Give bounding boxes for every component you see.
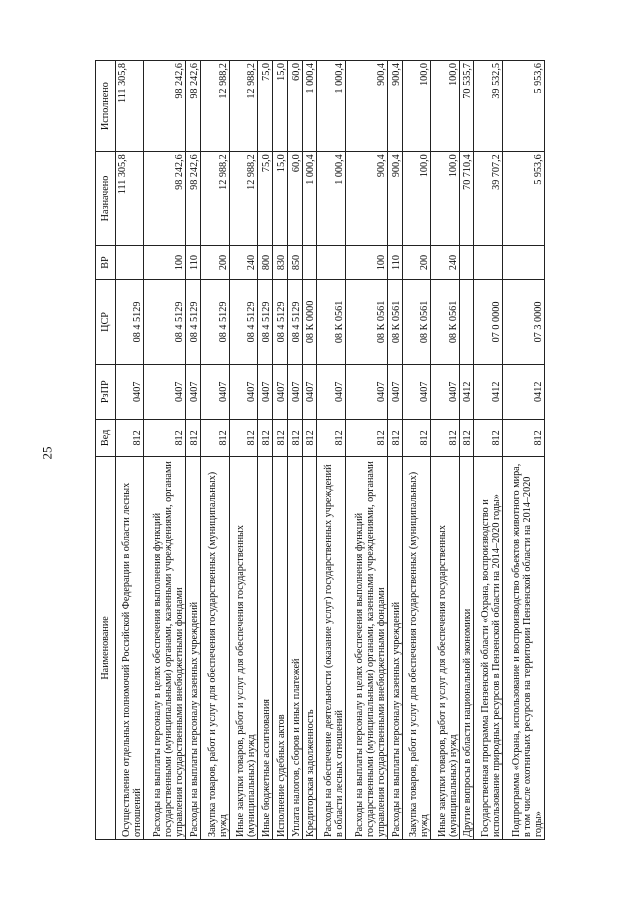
cell-name: Кредиторская задолженность [302, 456, 317, 839]
cell-name: Осуществление отдельных полномочий Российской Федерации в области лесных отношений [116, 456, 144, 839]
header-rzpr: РзПР [96, 364, 116, 419]
cell-vr: 850 [287, 245, 302, 280]
cell-ved: 812 [317, 419, 345, 456]
cell-executed: 900,4 [345, 61, 387, 152]
cell-ved: 812 [431, 419, 459, 456]
cell-planned: 111 305,8 [116, 152, 144, 245]
table-row [116, 61, 144, 840]
cell-executed: 100,0 [431, 61, 459, 152]
table-row [431, 61, 459, 840]
table-row [258, 61, 273, 840]
table-row [474, 61, 502, 840]
cell-ved: 812 [402, 419, 430, 456]
cell-rzpr: 0407 [317, 364, 345, 419]
cell-vr: 200 [402, 245, 430, 280]
cell-ved: 812 [201, 419, 229, 456]
cell-name: Исполнение судебных актов [272, 456, 287, 839]
cell-name: Подпрограмма «Охрана, использование и воспроизводство объектов животного мира, в том числе охотничьих ресурсов на территории Пензенской области на 2014–2020 годы» [502, 456, 544, 839]
cell-rzpr: 0407 [345, 364, 387, 419]
cell-executed: 1 000,4 [317, 61, 345, 152]
cell-ved: 812 [144, 419, 186, 456]
cell-vr [116, 245, 144, 280]
cell-vr: 240 [431, 245, 459, 280]
cell-vr: 100 [345, 245, 387, 280]
cell-vr [474, 245, 502, 280]
cell-planned: 70 710,4 [459, 152, 474, 245]
cell-name: Расходы на выплаты персоналу в целях обеспечения выполнения функций государственными (муниципальными) органами, казенными учреждениями, органами управления государственными внебюджетными фондами [144, 456, 186, 839]
cell-rzpr: 0407 [229, 364, 257, 419]
cell-executed: 39 532,5 [474, 61, 502, 152]
cell-executed: 111 305,8 [116, 61, 144, 152]
cell-vr: 100 [144, 245, 186, 280]
cell-vr [317, 245, 345, 280]
table-row [144, 61, 186, 840]
cell-planned: 5 953,6 [502, 152, 544, 245]
cell-csr: 08 К 0561 [431, 280, 459, 364]
cell-planned: 60,0 [287, 152, 302, 245]
cell-csr: 08 К 0000 [302, 280, 317, 364]
cell-csr: 08 К 0561 [387, 280, 402, 364]
cell-ved: 812 [502, 419, 544, 456]
cell-rzpr: 0412 [474, 364, 502, 419]
table-row [272, 61, 287, 840]
cell-executed: 900,4 [387, 61, 402, 152]
cell-executed: 15,0 [272, 61, 287, 152]
cell-rzpr: 0407 [116, 364, 144, 419]
cell-csr: 08 К 0561 [402, 280, 430, 364]
cell-planned: 12 988,2 [201, 152, 229, 245]
cell-executed: 70 535,7 [459, 61, 474, 152]
cell-vr [502, 245, 544, 280]
table-container [95, 60, 545, 840]
cell-csr: 08 К 0561 [317, 280, 345, 364]
cell-rzpr: 0407 [287, 364, 302, 419]
cell-executed: 5 953,6 [502, 61, 544, 152]
cell-csr: 08 4 5129 [229, 280, 257, 364]
cell-name: Расходы на выплаты персоналу казенных учреждений [186, 456, 201, 839]
cell-vr: 200 [201, 245, 229, 280]
cell-planned: 98 242,6 [186, 152, 201, 245]
table-row [387, 61, 402, 840]
table-row [402, 61, 430, 840]
cell-planned: 15,0 [272, 152, 287, 245]
cell-name: Другие вопросы в области национальной экономики [459, 456, 474, 839]
budget-table [95, 60, 545, 840]
cell-ved: 812 [474, 419, 502, 456]
cell-vr: 110 [186, 245, 201, 280]
cell-name: Расходы на обеспечение деятельности (оказание услуг) государственных учреждений в области лесных отношений [317, 456, 345, 839]
cell-rzpr: 0407 [272, 364, 287, 419]
cell-rzpr: 0407 [402, 364, 430, 419]
cell-executed: 100,0 [402, 61, 430, 152]
cell-planned: 12 988,2 [229, 152, 257, 245]
cell-csr: 07 3 0000 [502, 280, 544, 364]
cell-rzpr: 0407 [258, 364, 273, 419]
cell-vr [302, 245, 317, 280]
cell-planned: 1 000,4 [317, 152, 345, 245]
cell-ved: 812 [186, 419, 201, 456]
cell-planned: 98 242,6 [144, 152, 186, 245]
cell-executed: 12 988,2 [229, 61, 257, 152]
cell-ved: 812 [116, 419, 144, 456]
cell-rzpr: 0407 [144, 364, 186, 419]
cell-rzpr: 0407 [201, 364, 229, 419]
header-planned: Назначено [96, 152, 116, 245]
cell-ved: 812 [229, 419, 257, 456]
header-ved: Вед [96, 419, 116, 456]
table-row [201, 61, 229, 840]
cell-name: Иные бюджетные ассигнования [258, 456, 273, 839]
table-row [229, 61, 257, 840]
cell-csr: 08 4 5129 [258, 280, 273, 364]
cell-executed: 75,0 [258, 61, 273, 152]
cell-executed: 12 988,2 [201, 61, 229, 152]
cell-csr: 08 4 5129 [272, 280, 287, 364]
table-row [459, 61, 474, 840]
cell-vr: 240 [229, 245, 257, 280]
table-row [287, 61, 302, 840]
table-row [345, 61, 387, 840]
cell-rzpr: 0407 [387, 364, 402, 419]
table-row [186, 61, 201, 840]
cell-ved: 812 [272, 419, 287, 456]
cell-ved: 812 [287, 419, 302, 456]
cell-name: Иные закупки товаров, работ и услуг для обеспечения государственных (муниципальных) нужд [431, 456, 459, 839]
header-vr: ВР [96, 245, 116, 280]
table-header-row [96, 61, 116, 840]
cell-rzpr: 0407 [302, 364, 317, 419]
cell-rzpr: 0407 [186, 364, 201, 419]
cell-name: Расходы на выплаты персоналу в целях обеспечения выполнения функций государственными (муниципальными) органами, казенными учреждениями, органами управления государственными внебюджетными фондами [345, 456, 387, 839]
cell-name: Уплата налогов, сборов и иных платежей [287, 456, 302, 839]
cell-vr: 830 [272, 245, 287, 280]
cell-ved: 812 [302, 419, 317, 456]
cell-name: Государственная программа Пензенской области «Охрана, воспроизводство и использование природных ресурсов в Пензенской области на 2014–2020 годы» [474, 456, 502, 839]
cell-name: Закупка товаров, работ и услуг для обеспечения государственных (муниципальных) нужд [201, 456, 229, 839]
header-executed: Исполнено [96, 61, 116, 152]
cell-csr [459, 280, 474, 364]
cell-ved: 812 [387, 419, 402, 456]
cell-planned: 100,0 [402, 152, 430, 245]
cell-csr: 07 0 0000 [474, 280, 502, 364]
cell-csr: 08 4 5129 [186, 280, 201, 364]
cell-planned: 1 000,4 [302, 152, 317, 245]
cell-csr: 08 4 5129 [116, 280, 144, 364]
cell-planned: 100,0 [431, 152, 459, 245]
cell-csr: 08 4 5129 [144, 280, 186, 364]
cell-ved: 812 [258, 419, 273, 456]
page-number [40, 0, 54, 905]
cell-vr: 800 [258, 245, 273, 280]
cell-csr: 08 4 5129 [201, 280, 229, 364]
cell-executed: 98 242,6 [186, 61, 201, 152]
cell-rzpr: 0407 [431, 364, 459, 419]
cell-executed: 60,0 [287, 61, 302, 152]
cell-name: Закупка товаров, работ и услуг для обеспечения государственных (муниципальных) нужд [402, 456, 430, 839]
cell-name: Иные закупки товаров, работ и услуг для обеспечения государственных (муниципальных) нужд [229, 456, 257, 839]
header-name: Наименование [96, 456, 116, 839]
cell-planned: 900,4 [345, 152, 387, 245]
table-row [502, 61, 544, 840]
cell-ved: 812 [459, 419, 474, 456]
cell-csr: 08 К 0561 [345, 280, 387, 364]
header-csr: ЦСР [96, 280, 116, 364]
cell-planned: 900,4 [387, 152, 402, 245]
cell-executed: 1 000,4 [302, 61, 317, 152]
cell-rzpr: 0412 [502, 364, 544, 419]
cell-vr [459, 245, 474, 280]
cell-planned: 75,0 [258, 152, 273, 245]
page-number-text: 25 [39, 446, 54, 459]
table-row [302, 61, 317, 840]
cell-csr: 08 4 5129 [287, 280, 302, 364]
cell-planned: 39 707,2 [474, 152, 502, 245]
cell-name: Расходы на выплаты персоналу казенных учреждений [387, 456, 402, 839]
cell-ved: 812 [345, 419, 387, 456]
cell-rzpr: 0412 [459, 364, 474, 419]
table-row [317, 61, 345, 840]
cell-vr: 110 [387, 245, 402, 280]
cell-executed: 98 242,6 [144, 61, 186, 152]
